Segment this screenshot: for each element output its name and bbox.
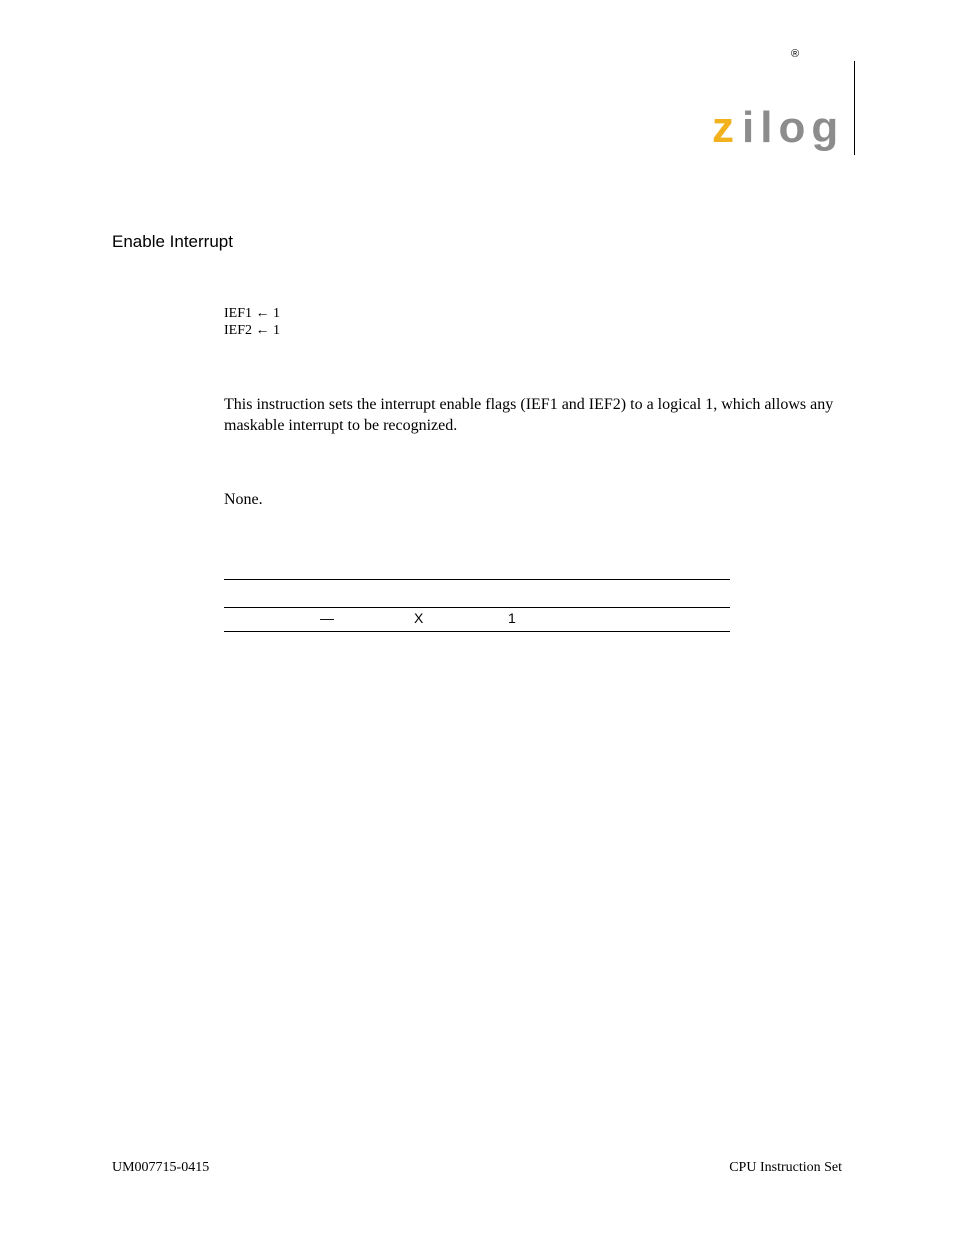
footer-section-name: CPU Instruction Set [729, 1160, 842, 1175]
svg-text:z: z [712, 106, 734, 152]
condition-bits-text: None. [224, 491, 263, 508]
operation-line-1: IEF1 ← 1 [224, 306, 280, 321]
zilog-logo [712, 106, 847, 156]
header-vertical-rule [854, 61, 855, 155]
header-logo-area [700, 44, 860, 159]
section-title: Enable Interrupt [112, 232, 233, 251]
table-cell-3: 1 [508, 610, 516, 626]
operation-line-2: IEF2 ← 1 [224, 323, 280, 338]
table-top-rule [224, 579, 730, 580]
svg-text:ilog: ilog [742, 106, 845, 152]
table-header-rule [224, 607, 730, 608]
table-cell-1: — [320, 610, 334, 626]
description-paragraph: This instruction sets the interrupt enable flags (IEF1 and IEF2) to a logical 1, which allows any maskable interrupt to be recognized. [224, 396, 834, 434]
registered-mark: ® [791, 48, 800, 60]
footer-doc-number: UM007715-0415 [112, 1160, 210, 1175]
table-cell-2: X [414, 610, 424, 626]
table-bottom-rule [224, 631, 730, 632]
